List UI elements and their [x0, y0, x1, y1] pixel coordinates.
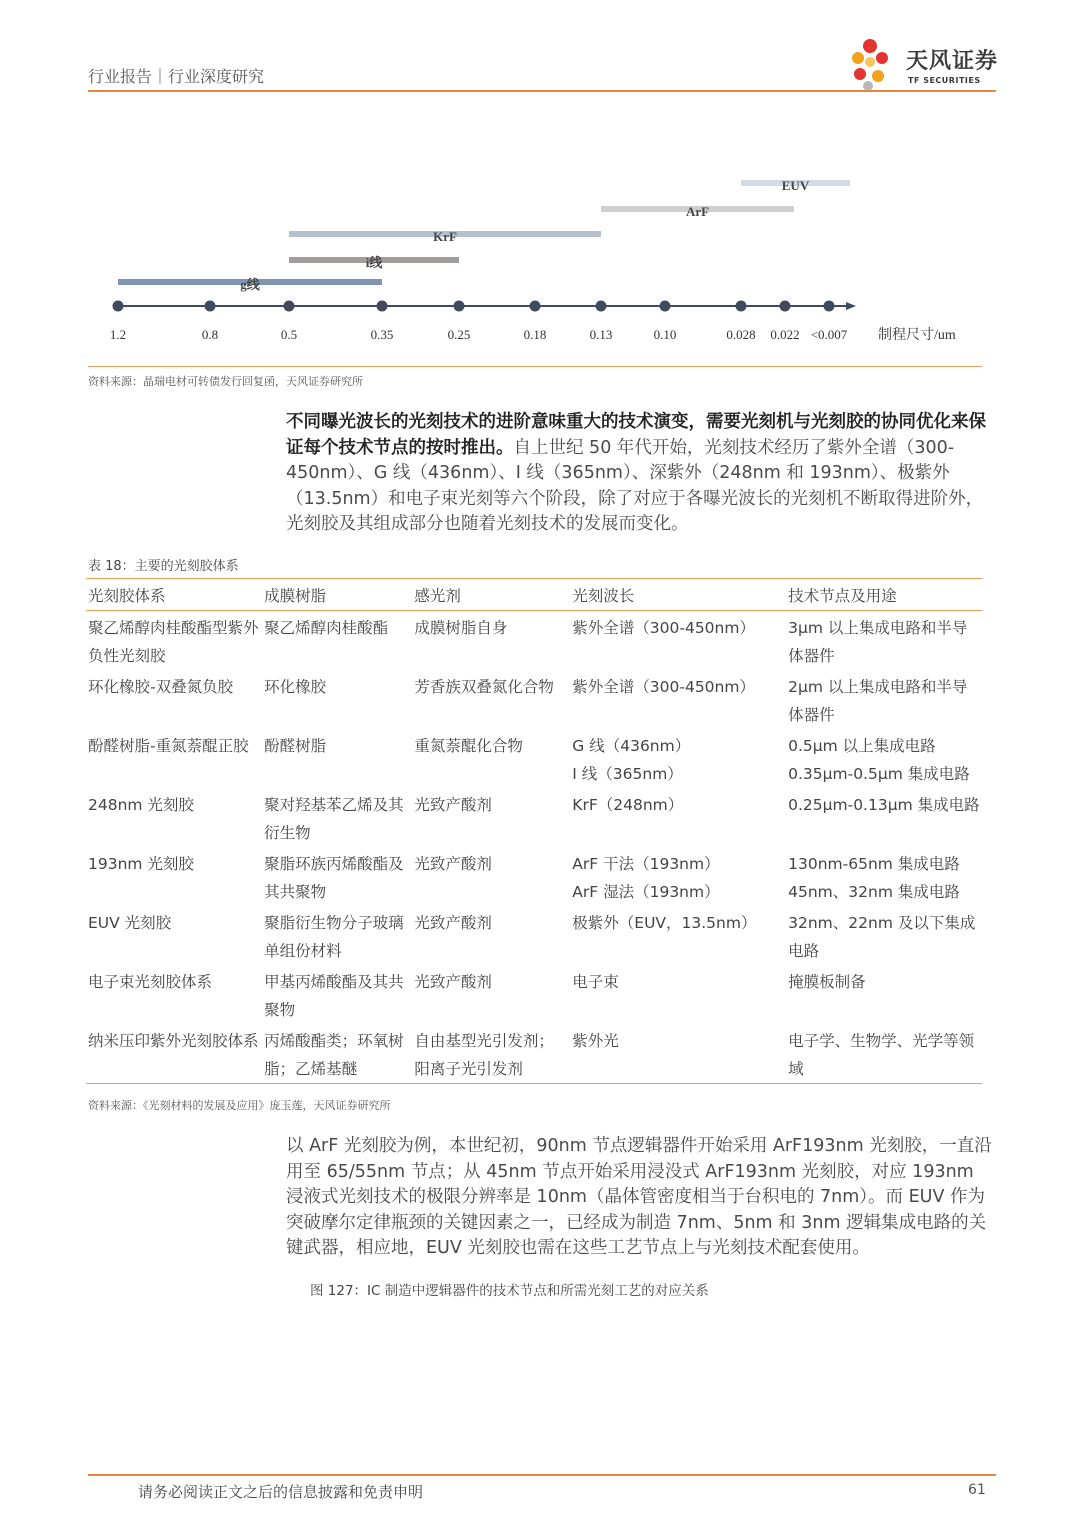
- axis-node: [596, 301, 607, 312]
- table-cell: 193nm 光刻胶: [88, 855, 194, 873]
- footer-divider: [88, 1474, 996, 1476]
- chart-source-note: 资料来源：晶瑞电材可转债发行回复函，天风证券研究所: [88, 375, 363, 388]
- axis-node: [660, 301, 671, 312]
- axis-tick-label: 0.25: [447, 327, 471, 342]
- table-cell: 聚脂环族丙烯酸酯及其共聚物: [264, 855, 404, 901]
- header-breadcrumb: 行业报告｜行业深度研究: [88, 67, 265, 86]
- table-source-note: 资料来源：《光刻材料的发展及应用》庞玉莲，天风证券研究所: [88, 1099, 391, 1112]
- table-cell: 130nm-65nm 集成电路 45nm、32nm 集成电路: [788, 855, 960, 901]
- bar-label: EUV: [781, 178, 810, 193]
- table-cell: 掩膜板制备: [788, 973, 866, 991]
- table-header-row: [86, 579, 982, 611]
- axis-tick-label: 0.35: [370, 327, 394, 342]
- axis-node: [454, 301, 465, 312]
- table-header-cell: 技术节点及用途: [786, 579, 982, 611]
- table-cell: 紫外光: [570, 1024, 786, 1084]
- axis-tick-label: 0.022: [770, 327, 800, 342]
- table-cell: 3μm 以上集成电路和半导体器件: [788, 619, 968, 665]
- chart-bottom-divider: [88, 366, 982, 367]
- table-title: 表 18：主要的光刻胶体系: [88, 559, 239, 574]
- table-cell: G 线（436nm） I 线（365nm）: [572, 737, 691, 783]
- table-cell: 重氮萘醌化合物: [414, 737, 523, 755]
- table-cell: 光致产酸剂: [414, 796, 492, 814]
- table-cell: 酚醛树脂: [264, 737, 327, 755]
- table-cell: ArF 干法（193nm） ArF 湿法（193nm）: [572, 855, 720, 901]
- table-cell: 2μm 以上集成电路和半导体器件: [788, 678, 968, 724]
- table-cell: EUV 光刻胶: [88, 914, 172, 932]
- axis-tick-label: 0.5: [280, 327, 298, 342]
- table-cell: 环化橡胶: [264, 678, 327, 696]
- table-header-cell: 感光剂: [412, 579, 570, 611]
- paragraph-body: 自上世纪 50 年代开始，光刻技术经历了紫外全谱（300-450nm）、G 线（436nm）、I 线（365nm）、深紫外（248nm 和 193nm）、极紫外（13.5nm）和电子束光刻等六个阶段，除了对应于各曝光波长的光刻机不断取得进阶外，光刻胶及其组成部分也随着光刻技术的发展而变化。: [286, 437, 984, 534]
- bar-label: i线: [365, 255, 383, 270]
- axis-tick-label: <0.007: [810, 327, 848, 342]
- bar-label: KrF: [433, 229, 457, 244]
- table-cell: 电子束光刻胶体系: [88, 973, 213, 991]
- axis-tick-label: 0.028: [726, 327, 756, 342]
- table-header-cell: 成膜树脂: [262, 579, 412, 611]
- company-logo: [848, 36, 998, 92]
- table-cell: 光致产酸剂: [414, 855, 492, 873]
- axis-tick-label: 0.13: [589, 327, 613, 342]
- table-row: [86, 965, 982, 1024]
- table-cell: 紫外全谱（300-450nm）: [572, 678, 755, 696]
- table-cell: 光致产酸剂: [414, 914, 492, 932]
- axis-tick-label: 0.10: [653, 327, 677, 342]
- flower-logo-icon: [848, 36, 904, 92]
- paragraph-arf-example: 以 ArF 光刻胶为例，本世纪初，90nm 节点逻辑器件开始采用 ArF193nm 光刻胶，一直沿用至 65/55nm 节点；从 45nm 节点开始采用浸没式 ArF193nm 光刻胶，对应 193nm 浸液式光刻技术的极限分辨率是 10nm（晶体管密度相当于台积电的 7nm）。而 EUV 作为突破摩尔定律瓶颈的关键因素之一，已经成为制造 7nm、5nm 和 3nm 逻辑集成电路的关键武器，相应地，EUV 光刻胶也需在这些工艺节点上与光刻技术配套使用。: [286, 1136, 992, 1258]
- table-cell: 0.25μm-0.13μm 集成电路: [788, 796, 980, 814]
- table-cell: 自由基型光引发剂；阳离子光引发剂: [412, 1024, 570, 1084]
- table-row: [86, 611, 982, 671]
- table-row: [86, 906, 982, 965]
- bar-label: g线: [240, 277, 260, 292]
- figure-caption: 图 127：IC 制造中逻辑器件的技术节点和所需光刻工艺的对应关系: [310, 1283, 709, 1299]
- logo-english-name: TF SECURITIES: [908, 76, 981, 85]
- table-header-cell: 光刻波长: [570, 579, 786, 611]
- axis-node: [377, 301, 388, 312]
- axis-node: [205, 301, 216, 312]
- table-cell: KrF（248nm）: [572, 796, 684, 814]
- table-cell: 环化橡胶-双叠氮负胶: [88, 678, 234, 696]
- table-cell: 聚对羟基苯乙烯及其衍生物: [264, 796, 404, 842]
- page-number: 61: [968, 1482, 986, 1498]
- table-cell: 电子学、生物学、光学等领域: [786, 1024, 982, 1084]
- table-cell: 聚脂衍生物分子玻璃单组份材料: [264, 914, 404, 960]
- bar-label: ArF: [685, 204, 710, 219]
- table-cell: 甲基丙烯酸酯及其共聚物: [264, 973, 404, 1019]
- table-cell: 光致产酸剂: [414, 973, 492, 991]
- table-row: [86, 788, 982, 847]
- axis-node: [736, 301, 747, 312]
- axis-label: 制程尺寸/um: [878, 328, 956, 343]
- table-cell: 248nm 光刻胶: [88, 796, 194, 814]
- axis-node: [780, 301, 791, 312]
- table-cell: 丙烯酸酯类；环氧树脂；乙烯基醚: [262, 1024, 412, 1084]
- paragraph-bold-lead: 不同曝光波长的光刻技术的进阶意味重大的技术演变，需要光刻机与光刻胶的协同优化来保证每个技术节点的按时推出。: [286, 412, 986, 458]
- axis-tick-label: 0.18: [523, 327, 547, 342]
- axis-node: [284, 301, 295, 312]
- footer-disclaimer: 请务必阅读正文之后的信息披露和免责申明: [138, 1483, 424, 1501]
- table-cell: 成膜树脂自身: [414, 619, 508, 637]
- logo-chinese-name: 天风证券: [906, 49, 999, 74]
- table-cell: 纳米压印紫外光刻胶体系: [86, 1024, 262, 1084]
- header-divider: [88, 90, 996, 92]
- axis-arrow-icon: [846, 302, 856, 310]
- axis-node: [113, 301, 124, 312]
- table-cell: 紫外全谱（300-450nm）: [572, 619, 755, 637]
- table-row: [86, 1024, 982, 1084]
- table-cell: 0.5μm 以上集成电路 0.35μm-0.5μm 集成电路: [788, 737, 970, 783]
- table-row: [86, 670, 982, 729]
- table-header-cell: 光刻胶体系: [86, 579, 262, 611]
- photoresist-systems-table: [86, 578, 982, 1084]
- table-row: [86, 729, 982, 788]
- table-cell: 极紫外（EUV，13.5nm）: [572, 914, 757, 932]
- paragraph-lithography-evolution: [286, 410, 996, 538]
- lithography-timeline-chart: [88, 160, 982, 360]
- axis-tick-label: 1.2: [109, 327, 127, 342]
- axis-node: [530, 301, 541, 312]
- axis-node: [824, 301, 835, 312]
- table-row: [86, 847, 982, 906]
- table-cell: 电子束: [572, 973, 619, 991]
- axis-tick-label: 0.8: [201, 327, 219, 342]
- table-cell: 聚乙烯醇肉桂酸酯: [264, 619, 389, 637]
- table-cell: 酚醛树脂-重氮萘醌正胶: [88, 737, 249, 755]
- table-cell: 芳香族双叠氮化合物: [414, 678, 554, 696]
- table-cell: 聚乙烯醇肉桂酸酯型紫外负性光刻胶: [88, 619, 259, 665]
- table-cell: 32nm、22nm 及以下集成电路: [788, 914, 976, 960]
